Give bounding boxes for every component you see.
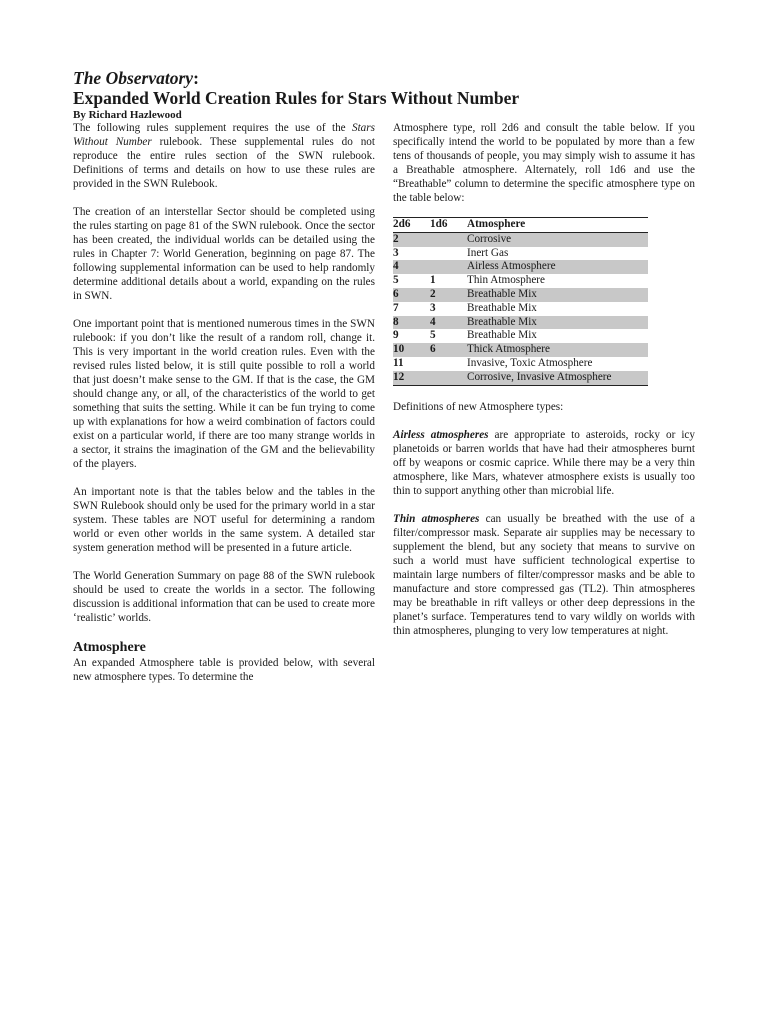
title-text: The Observatory bbox=[73, 68, 194, 88]
cell-2d6: 7 bbox=[393, 301, 399, 314]
cell-2d6: 10 bbox=[393, 343, 430, 357]
cell-1d6 bbox=[430, 232, 467, 246]
cell-2d6: 6 bbox=[393, 288, 430, 302]
table-row bbox=[393, 247, 648, 261]
cell-1d6 bbox=[430, 371, 467, 385]
important-point-paragraph: One important point that is mentioned numerous times in the SWN rulebook: if you don’t like the result of a random roll, change it. This is very important in the world creation rules. Even with the revised rules listed below, it is still quite possible to roll a world that just doesn’t make sense to the GM. If that is the case, the GM should change any, or all, of the characteristics of the world to get something that suits the setting. While it can be fun trying to come up with explanations for how a weird combination of factors could exist on a particular world, if there are too many strange worlds in a sector, it strains the imagination of the GM and the believability of the players. bbox=[73, 318, 375, 470]
header-2d6: 2d6 bbox=[393, 218, 430, 233]
thin-term: Thin atmospheres bbox=[393, 512, 480, 525]
table-row bbox=[393, 316, 648, 330]
table-row bbox=[393, 260, 648, 274]
article-title bbox=[73, 68, 693, 88]
cell-atmosphere: Breathable Mix bbox=[467, 288, 648, 302]
airless-text: are appropriate to asteroids, rocky or icy planetoids or barren worlds that have had their atmospheres burnt off by weapons or cosmic caprice. While there may be a very thin atmosphere, like Mars, whatever atmosphere exists is usually too thin to support anything other than microbial life. bbox=[393, 428, 695, 497]
cell-1d6: 4 bbox=[430, 316, 467, 330]
cell-2d6: 9 bbox=[393, 329, 399, 342]
summary-paragraph: The World Generation Summary on page 88 of the SWN rulebook should be used to create the worlds in a sector. The following discussion is additional information that can be used to create more ‘realistic’ worlds. bbox=[73, 570, 375, 624]
table-row bbox=[393, 274, 648, 288]
cell-1d6: 1 bbox=[430, 274, 436, 287]
cell-atmosphere: Airless Atmosphere bbox=[467, 260, 648, 274]
cell-1d6: 3 bbox=[430, 301, 436, 314]
header-atmosphere: Atmosphere bbox=[467, 218, 648, 233]
table-row bbox=[393, 371, 648, 385]
airless-term: Airless atmospheres bbox=[393, 428, 489, 441]
cell-2d6: 5 bbox=[393, 274, 399, 287]
intro-paragraph bbox=[73, 121, 375, 191]
cell-atmosphere: Inert Gas bbox=[467, 246, 509, 259]
cell-1d6: 5 bbox=[430, 329, 436, 342]
table-row bbox=[393, 288, 648, 302]
cell-1d6 bbox=[430, 247, 467, 261]
cell-1d6: 2 bbox=[430, 288, 467, 302]
table-header-row bbox=[393, 218, 648, 233]
cell-atmosphere: Invasive, Toxic Atmosphere bbox=[467, 356, 593, 369]
thin-paragraph bbox=[393, 512, 695, 638]
title-colon: : bbox=[193, 68, 199, 88]
article-byline: By Richard Hazlewood bbox=[73, 109, 182, 121]
thin-text: can usually be breathed with the use of a filter/compressor mask. Separate air supplies may be necessary to supplement the blend, but any society that means to survive on such a world must have sufficient technological expertise to maintain large numbers of filter/compressor masks and be able to manufacture and store compressed gas (TL2). Thin atmospheres may be breathable in rift valleys or other deep depressions in the planet’s surface. Temperatures tend to vary wildly on worlds with thin atmospheres, plunging to very low temperatures at night. bbox=[393, 512, 695, 637]
cell-atmosphere: Thin Atmosphere bbox=[467, 274, 545, 287]
left-column bbox=[73, 121, 375, 684]
intro-text-b: rulebook. These supplemental rules do not reproduce the entire rules section of the SWN rulebook. Definitions of terms and details on how to use these rules are provided in the SWN Rulebook. bbox=[73, 136, 375, 190]
airless-paragraph bbox=[393, 428, 695, 498]
definitions-intro: Definitions of new Atmosphere types: bbox=[393, 400, 564, 413]
important-note-paragraph: An important note is that the tables below and the tables in the SWN Rulebook should only be used for the primary world in a star system. These tables are NOT useful for determining a random world or even other worlds in the same system. A detailed star system generation method will be presented in a future article. bbox=[73, 486, 375, 554]
cell-1d6: 6 bbox=[430, 343, 467, 357]
article-header bbox=[73, 68, 693, 122]
cell-2d6: 8 bbox=[393, 316, 430, 330]
header-1d6: 1d6 bbox=[430, 218, 467, 233]
article-subtitle: Expanded World Creation Rules for Stars Without Number bbox=[73, 88, 520, 108]
cell-2d6: 3 bbox=[393, 246, 399, 259]
table-row bbox=[393, 329, 648, 343]
sector-paragraph: The creation of an interstellar Sector should be completed using the rules starting on page 81 of the SWN rulebook. Once the sector has been created, the individual worlds can be detailed using the rules in Chapter 7: World Generation, beginning on page 87. The following supplemental information can be used to help randomly determine additional details about a world, expanding on the rules in SWN. bbox=[73, 206, 375, 302]
right-column bbox=[393, 121, 695, 652]
cell-2d6: 4 bbox=[393, 260, 430, 274]
table-row bbox=[393, 232, 648, 246]
atmosphere-table bbox=[393, 217, 648, 386]
cell-atmosphere: Thick Atmosphere bbox=[467, 343, 648, 357]
intro-text-a: The following rules supplement requires the use of the bbox=[73, 122, 352, 134]
atmosphere-table-wrap bbox=[393, 217, 648, 386]
atmosphere-roll-paragraph: Atmosphere type, roll 2d6 and consult the table below. If you specifically intend the world to be populated by more than a few tens of thousands of people, you may simply wish to assume it has a Breathable atmosphere. Alternately, roll 1d6 and use the “Breathable” column to determine the specific atmosphere type on the table below: bbox=[393, 122, 695, 204]
atmosphere-intro-paragraph: An expanded Atmosphere table is provided below, with several new atmosphere types. To determine the bbox=[73, 657, 375, 683]
atmosphere-heading: Atmosphere bbox=[73, 640, 146, 655]
table-row bbox=[393, 343, 648, 357]
cell-1d6 bbox=[430, 260, 467, 274]
cell-atmosphere: Breathable Mix bbox=[467, 329, 537, 342]
table-row bbox=[393, 357, 648, 371]
table-row bbox=[393, 302, 648, 316]
cell-2d6: 12 bbox=[393, 371, 430, 385]
intro-book-title: Stars Without Number bbox=[73, 122, 375, 148]
cell-atmosphere: Breathable Mix bbox=[467, 316, 648, 330]
cell-atmosphere: Corrosive, Invasive Atmosphere bbox=[467, 371, 648, 385]
cell-1d6 bbox=[430, 357, 467, 371]
cell-atmosphere: Breathable Mix bbox=[467, 301, 537, 314]
cell-2d6: 11 bbox=[393, 356, 404, 369]
cell-2d6: 2 bbox=[393, 232, 430, 246]
cell-atmosphere: Corrosive bbox=[467, 232, 648, 246]
